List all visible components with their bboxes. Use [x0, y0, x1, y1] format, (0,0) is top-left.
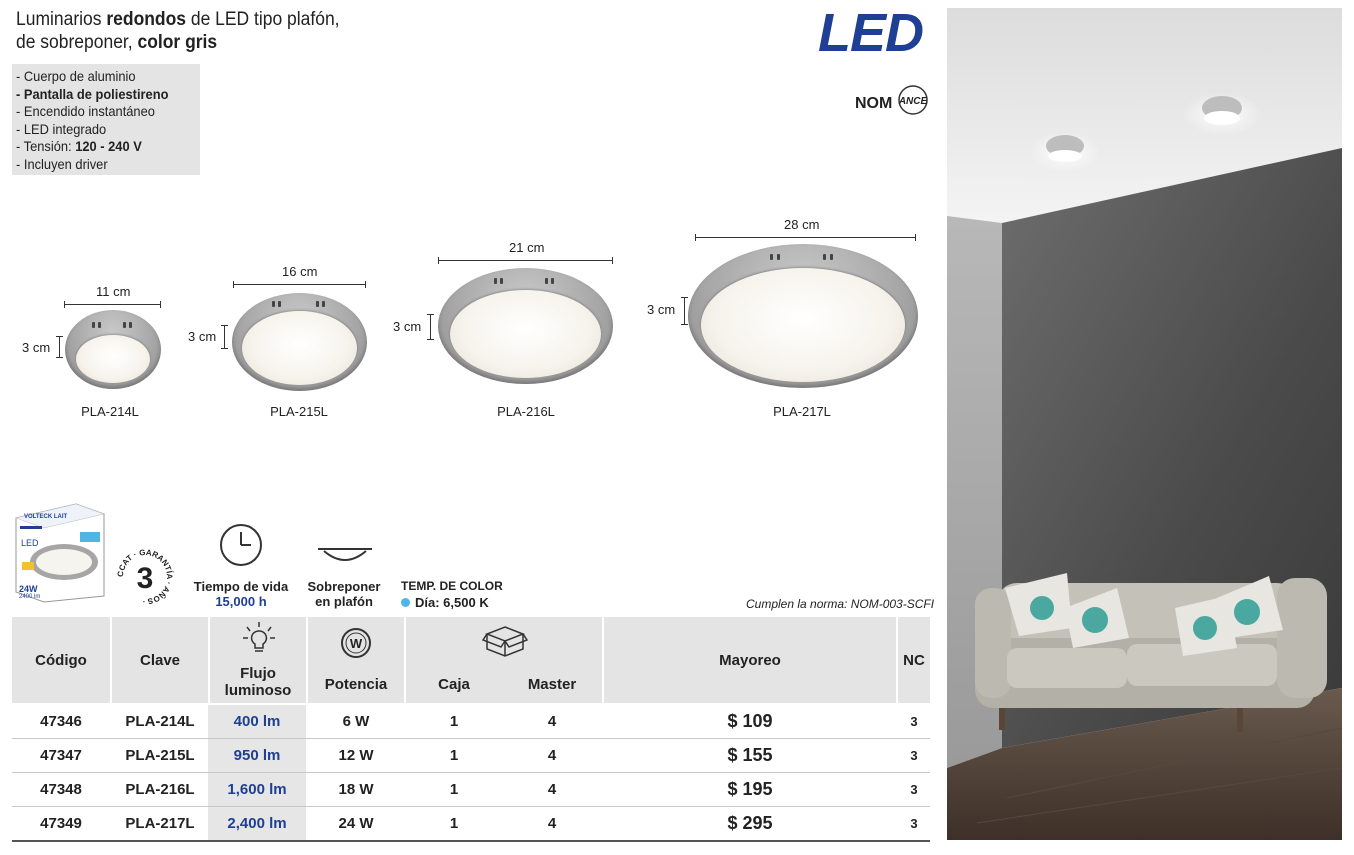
box-lumens: 2400 lm	[19, 594, 41, 600]
width-dimension-line	[438, 260, 613, 261]
table-row	[12, 705, 930, 739]
mount-line: en plafón	[315, 594, 373, 609]
cell-mayoreo: $ 195	[727, 779, 773, 799]
nom-ance-logo	[855, 84, 929, 116]
header-mayoreo: Mayoreo	[719, 651, 781, 669]
lamp-image	[438, 268, 613, 384]
model-label: PLA-214L	[81, 404, 139, 419]
cell-clave: PLA-215L	[125, 747, 195, 764]
width-dimension-line	[695, 237, 916, 238]
mount-info	[298, 579, 390, 609]
width-label: 28 cm	[784, 217, 820, 232]
cell-nc: 3	[910, 816, 918, 831]
cell-caja: 1	[449, 713, 459, 730]
norm-note: Cumplen la norma: NOM-003-SCFI	[746, 597, 935, 611]
cell-potencia: 24 W	[338, 815, 374, 832]
feature-value: 120 - 240 V	[75, 138, 142, 155]
title-text: Luminarios	[16, 9, 107, 30]
cell-clave: PLA-217L	[125, 815, 195, 832]
product-box-image	[14, 500, 106, 604]
cell-nc: 3	[910, 782, 918, 797]
warranty-number: 3	[136, 562, 154, 595]
lifetime-info	[188, 579, 294, 609]
box-brand: VOLTECK LAIT	[24, 514, 68, 520]
box-watts: 24W	[19, 584, 38, 594]
width-dimension-line	[233, 284, 366, 285]
ance-logo-text: ANCE	[898, 96, 928, 107]
features-box	[12, 64, 200, 175]
cell-flujo: 2,400 lm	[208, 807, 306, 840]
height-label: 3 cm	[647, 302, 676, 317]
surface-mount-icon	[316, 545, 374, 569]
header-clave: Clave	[139, 651, 181, 669]
warranty-ring-text: CCAT · GARANTÍA · AÑOS ·	[116, 548, 174, 606]
width-label: 11 cm	[96, 284, 131, 299]
feature-item	[16, 138, 185, 156]
model-label: PLA-215L	[270, 404, 328, 419]
height-label: 3 cm	[22, 340, 51, 355]
cell-master: 4	[547, 815, 557, 832]
lifetime-value: 15,000 h	[215, 594, 267, 609]
header-flujo	[210, 617, 306, 703]
nom-logo-text: NOM	[855, 95, 893, 112]
cell-clave: PLA-214L	[125, 713, 195, 730]
feature-item: - Pantalla de poliestireno	[16, 85, 169, 102]
room-photo	[947, 8, 1342, 840]
cell-nc: 3	[910, 714, 918, 729]
cell-mayoreo: $ 295	[727, 813, 773, 833]
cell-mayoreo: $ 109	[727, 711, 773, 731]
header-potencia-label: Potencia	[324, 676, 388, 693]
box-type: LED	[21, 538, 39, 548]
header-caja: Caja	[438, 676, 470, 693]
width-dimension-line	[64, 304, 161, 305]
table-row	[12, 773, 930, 807]
mount-line: Sobreponer	[307, 579, 381, 594]
lamp-image	[232, 293, 367, 391]
feature-item: - Cuerpo de aluminio	[16, 68, 136, 84]
table-header	[12, 617, 930, 703]
cell-master: 4	[547, 747, 557, 764]
title-text: de LED tipo plafón,	[185, 9, 340, 30]
cell-caja: 1	[449, 781, 459, 798]
watt-icon	[340, 627, 372, 659]
color-temp-text: Día: 6,500 K	[415, 595, 489, 610]
width-label: 16 cm	[282, 264, 318, 279]
title-bold: redondos	[106, 9, 186, 30]
lamp-image	[688, 244, 918, 388]
header-flujo-label: Flujo luminoso	[224, 665, 292, 699]
title-text: de sobreponer,	[16, 32, 138, 53]
cell-potencia: 18 W	[338, 781, 374, 798]
svg-text:W: W	[349, 636, 363, 651]
color-temp-value	[401, 595, 489, 610]
feature-item: - LED integrado	[16, 120, 107, 137]
height-label: 3 cm	[188, 329, 217, 344]
clock-icon	[218, 522, 264, 568]
header-nc: NC	[903, 651, 925, 669]
cell-flujo: 400 lm	[208, 705, 306, 738]
feature-prefix: - Tensión:	[16, 138, 76, 155]
header-potencia	[308, 617, 404, 703]
cell-caja: 1	[449, 815, 459, 832]
lifetime-label: Tiempo de vida	[193, 579, 289, 594]
cell-clave: PLA-216L	[125, 781, 195, 798]
cell-flujo: 1,600 lm	[208, 773, 306, 806]
table-row	[12, 807, 930, 842]
cell-codigo: 47347	[40, 747, 82, 764]
bulb-icon	[241, 621, 277, 655]
height-label: 3 cm	[393, 319, 422, 334]
cell-codigo: 47349	[40, 815, 82, 832]
page-title	[16, 8, 715, 54]
feature-item: - Encendido instantáneo	[16, 103, 155, 120]
cell-codigo: 47346	[40, 713, 82, 730]
cell-potencia: 12 W	[338, 747, 374, 764]
color-dot-icon	[401, 598, 410, 607]
height-dimension-line	[430, 314, 431, 340]
height-dimension-line	[224, 325, 225, 349]
cell-caja: 1	[449, 747, 459, 764]
cell-mayoreo: $ 155	[727, 745, 773, 765]
lamp-image	[65, 310, 161, 389]
cell-codigo: 47348	[40, 781, 82, 798]
led-logo: LED	[818, 3, 923, 63]
cell-potencia: 6 W	[342, 713, 370, 730]
model-label: PLA-216L	[497, 404, 555, 419]
header-codigo: Código	[35, 651, 87, 669]
cell-master: 4	[547, 781, 557, 798]
feature-item: - Incluyen driver	[16, 155, 108, 172]
cell-flujo: 950 lm	[208, 739, 306, 772]
title-bold: color gris	[137, 32, 218, 53]
height-dimension-line	[59, 336, 60, 358]
color-temp-title: TEMP. DE COLOR	[401, 579, 503, 593]
cell-master: 4	[547, 713, 557, 730]
warranty-seal	[116, 548, 174, 606]
table-row	[12, 739, 930, 773]
width-label: 21 cm	[509, 240, 545, 255]
height-dimension-line	[684, 297, 685, 325]
cell-nc: 3	[910, 748, 918, 763]
model-label: PLA-217L	[773, 404, 831, 419]
header-master: Master	[527, 676, 577, 693]
